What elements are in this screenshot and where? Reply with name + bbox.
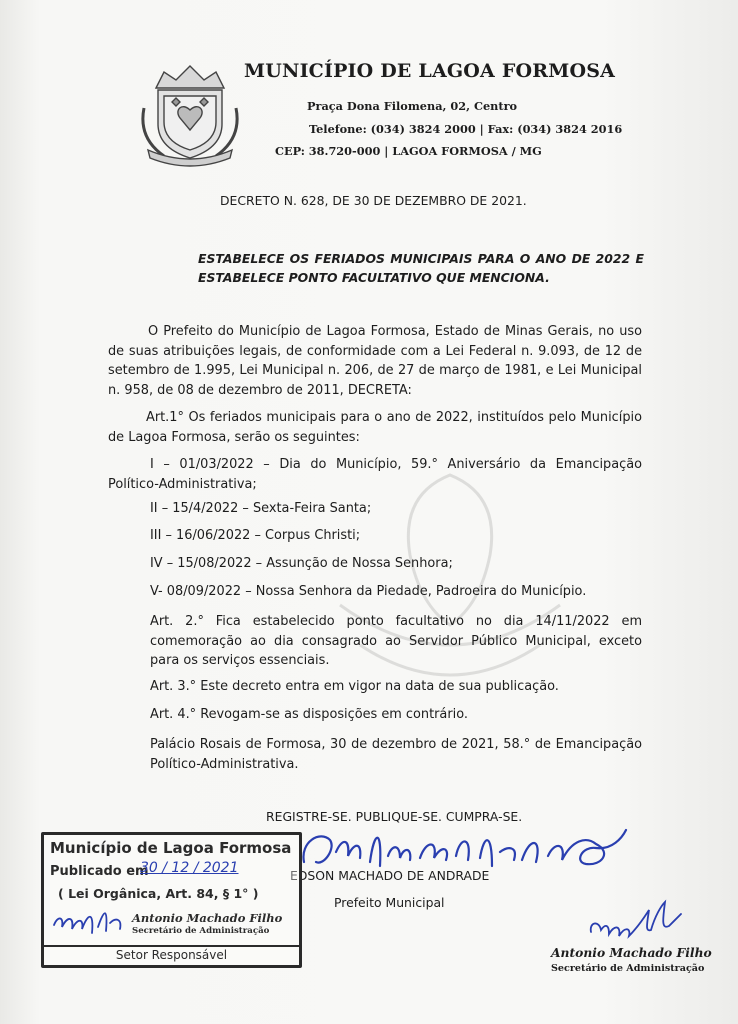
- article-2: Art. 2.° Fica estabelecido ponto facultativo no dia 14/11/2022 em comemoração ao dia consagrado ao Servidor Público Municipal, exceto para os serviços essenciais.: [150, 614, 642, 669]
- decree-preamble: O Prefeito do Município de Lagoa Formosa, Estado de Minas Gerais, no uso de suas atribuições legais, de conformidade com a Lei Federal n. 9.093, de 12 de setembro de 1.995, Lei Municipal n. 206, de 27 de março de 1981, e Lei Municipal n. 958, de 08 de dezembro de 2011, DECRETA:: [108, 324, 642, 398]
- stamp-law-reference: ( Lei Orgânica, Art. 84, § 1° ): [58, 886, 259, 901]
- secretary-name: Antonio Machado Filho: [551, 945, 712, 960]
- article-1: Art.1° Os feriados municipais para o ano de 2022, instituídos pelo Município de Lagoa Formosa, serão os seguintes:: [108, 410, 642, 445]
- stamp-signer-name: Antonio Machado Filho: [132, 911, 283, 925]
- stamp-sector: Setor Responsável: [44, 945, 299, 962]
- holiday-item: IV – 15/08/2022 – Assunção de Nossa Senhora;: [150, 556, 453, 571]
- header-cep: CEP: 38.720-000 | LAGOA FORMOSA / MG: [275, 144, 542, 158]
- register-line: REGISTRE-SE. PUBLIQUE-SE. CUMPRA-SE.: [266, 809, 523, 824]
- stamp-signer-role: Secretário de Administração: [132, 926, 270, 936]
- municipal-coat-of-arms: [134, 58, 246, 170]
- decree-number: DECRETO N. 628, DE 30 DE DEZEMBRO DE 2021.: [220, 193, 527, 208]
- secretary-signature: [585, 896, 685, 946]
- holiday-item: III – 16/06/2022 – Corpus Christi;: [150, 528, 361, 543]
- stamp-published-label: Publicado em: [50, 864, 149, 879]
- stamp-signature: [50, 903, 130, 937]
- secretary-role: Secretário de Administração: [551, 963, 705, 974]
- municipality-title: MUNICÍPIO DE LAGOA FORMOSA: [244, 60, 616, 82]
- holiday-item: I – 01/03/2022 – Dia do Município, 59.° Aniversário da Emancipação Político-Administrativa;: [108, 457, 642, 492]
- decree-summary: ESTABELECE OS FERIADOS MUNICIPAIS PARA O ANO DE 2022 E ESTABELECE PONTO FACULTATIVO QUE MENCIONA.: [198, 251, 644, 285]
- article-3: Art. 3.° Este decreto entra em vigor na data de sua publicação.: [150, 679, 559, 694]
- article-4: Art. 4.° Revogam-se as disposições em contrário.: [150, 707, 468, 722]
- stamp-title: Município de Lagoa Formosa: [50, 839, 292, 857]
- stamp-published-date: 30 / 12 / 2021: [140, 860, 239, 876]
- header-address: Praça Dona Filomena, 02, Centro: [307, 99, 518, 113]
- publication-stamp: [41, 832, 302, 968]
- mayor-role: Prefeito Municipal: [334, 895, 445, 910]
- holiday-item: II – 15/4/2022 – Sexta-Feira Santa;: [150, 501, 372, 516]
- mayor-name: EDSON MACHADO DE ANDRADE: [290, 868, 490, 883]
- closing-paragraph: Palácio Rosais de Formosa, 30 de dezembro de 2021, 58.° de Emancipação Político-Administrativa.: [150, 737, 642, 772]
- header-phone: Telefone: (034) 3824 2000 | Fax: (034) 3824 2016: [309, 122, 623, 136]
- holiday-item: V- 08/09/2022 – Nossa Senhora da Piedade, Padroeira do Município.: [150, 584, 587, 599]
